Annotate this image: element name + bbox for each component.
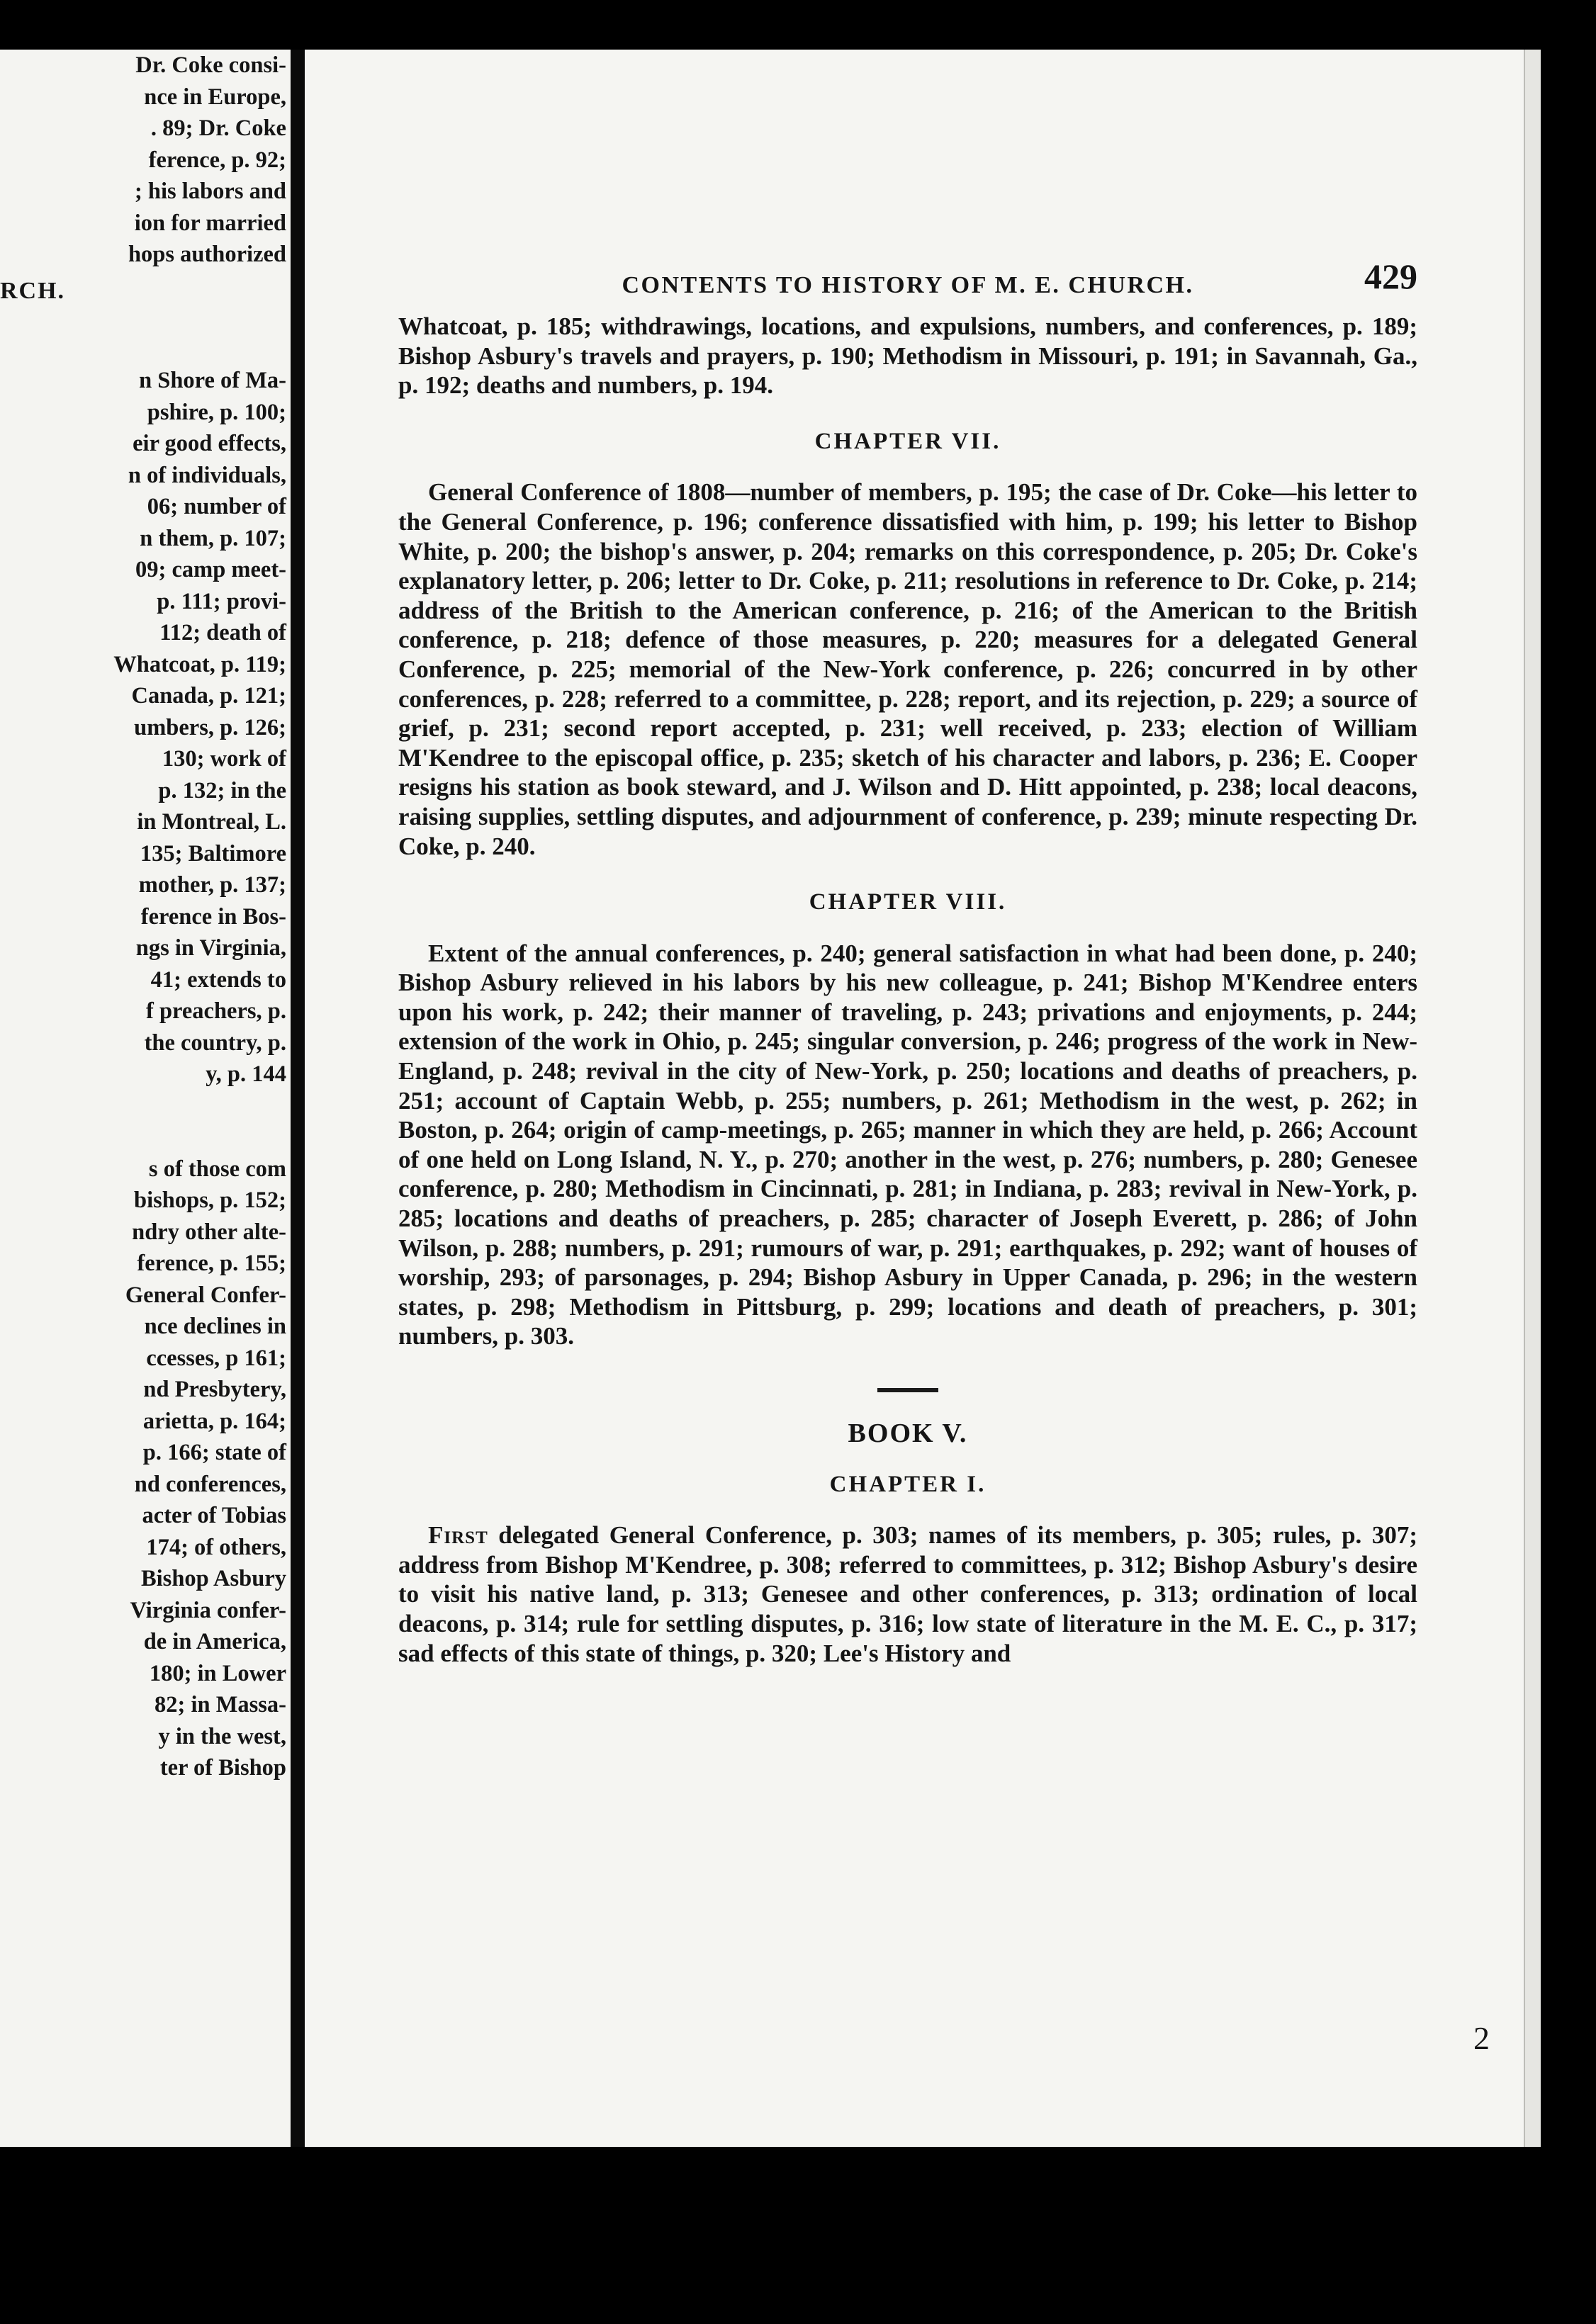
left-page-line: n them, p. 107; bbox=[140, 525, 286, 551]
left-page-line: y in the west, bbox=[158, 1723, 286, 1749]
left-page-line: Canada, p. 121; bbox=[131, 683, 286, 709]
left-page-line: arietta, p. 164; bbox=[142, 1408, 286, 1434]
left-page-line: 180; in Lower bbox=[149, 1660, 286, 1686]
left-page-line: ference in Bos- bbox=[140, 903, 286, 930]
left-page-line: nce declines in bbox=[144, 1314, 286, 1339]
left-page-line: ference, p. 155; bbox=[137, 1251, 286, 1276]
left-page-line: 41; extends to bbox=[150, 966, 286, 993]
left-page-line: Virginia confer- bbox=[130, 1597, 286, 1623]
left-page-line: s of those com bbox=[148, 1156, 286, 1182]
section-divider-rule bbox=[877, 1388, 938, 1392]
page-edge bbox=[1524, 50, 1541, 2147]
left-page-line: nd Presbytery, bbox=[143, 1377, 286, 1402]
left-page-line: mother, p. 137; bbox=[138, 872, 286, 898]
left-page-line: 174; of others, bbox=[146, 1534, 286, 1560]
left-page-line: Bishop Asbury bbox=[140, 1566, 286, 1591]
page-number: 429 bbox=[1364, 256, 1417, 296]
left-page-line: bishops, p. 152; bbox=[134, 1188, 286, 1213]
left-page-line: ngs in Virginia, bbox=[135, 935, 286, 961]
left-page-line: ference, p. 92; bbox=[148, 147, 286, 173]
running-head bbox=[398, 256, 1417, 312]
book-gutter bbox=[291, 50, 305, 2147]
left-page-line: p. 132; in the bbox=[158, 777, 286, 803]
left-page-line: Dr. Coke consi- bbox=[135, 52, 286, 78]
left-page-line: 06; number of bbox=[147, 494, 286, 519]
left-page-line: f preachers, p. bbox=[146, 998, 286, 1024]
left-page-line: . 89; Dr. Coke bbox=[150, 115, 286, 141]
left-page-line: nd conferences, bbox=[134, 1471, 286, 1497]
left-page-line bbox=[3, 271, 286, 303]
left-page-line: umbers, p. 126; bbox=[134, 714, 286, 740]
left-page-line: p. 111; provi- bbox=[157, 588, 286, 614]
right-page bbox=[305, 50, 1524, 2147]
left-page-line: p. 166; state of bbox=[142, 1440, 286, 1465]
left-page-line: in Montreal, L. bbox=[137, 809, 286, 835]
left-page-line bbox=[3, 334, 286, 366]
left-page-line: General Confer- bbox=[125, 1282, 286, 1308]
chapter-7-contents: General Conference of 1808—number of members, p. 195; the case of Dr. Coke—his letter to the General Conference, p. 196; conference dissatisfied with him, p. 199; his letter to Bishop White, p. 200; the bishop's answer, p. 204; remarks on this correspondence, p. 205; Dr. Coke's explanatory letter, p. 206; letter to Dr. Coke, p. 211; resolutions in reference to Dr. Coke, p. 214; address of the British to the American conference, p. 216; of the American to the British conference, p. 218; defence of those measures, p. 220; measures for a delegated General Conference, p. 225; memorial of the New-York conference, p. 226; concurred in by other conferences, p. 228; referred to a committee, p. 228; report, and its rejection, p. 229; a source of grief, p. 231; second report accepted, p. 231; well received, p. 233; election of William M'Kendree to the episcopal office, p. 235; sketch of his character and labors, p. 236; E. Cooper resigns his station as book steward, and J. Wilson and D. Hitt appointed, p. 238; local deacons, raising supplies, settling disputes, and adjournment of conference, p. 239; minute respecting Dr. Coke, p. 240. bbox=[398, 478, 1417, 860]
book-5-heading: BOOK V. bbox=[848, 1418, 968, 1448]
left-page-line: pshire, p. 100; bbox=[147, 399, 286, 425]
book-5-chapter-1-text: delegated General Conference, p. 303; names of its members, p. 305; rules, p. 307; address from Bishop M'Kendree, p. 308; referred to committees, p. 312; Bishop Asbury's desire to visit his native land, p. 313; Genesee and other conferences, p. 313; ordination of local deacons, p. 314; rule for settling disputes, p. 316; low state of literature in the M. E. C., p. 317; sad effects of this state of things, p. 320; Lee's History and bbox=[398, 1521, 1417, 1667]
book-5-chapter-1-contents bbox=[398, 1521, 1417, 1668]
left-page-line: ; his labors and bbox=[134, 179, 286, 204]
left-page-line: ter of Bishop bbox=[159, 1755, 286, 1781]
left-page-line: 82; in Massa- bbox=[154, 1692, 286, 1717]
left-page-line: n Shore of Ma- bbox=[139, 368, 286, 393]
left-page-line: y, p. 144 bbox=[206, 1061, 286, 1087]
left-page-line: 130; work of bbox=[162, 746, 286, 772]
left-page-line: de in America, bbox=[143, 1629, 286, 1654]
continuation-paragraph: Whatcoat, p. 185; withdrawings, locations, and expulsions, numbers, and conferences, p. 189; Bishop Asbury's travels and prayers, p. 190; Methodism in Missouri, p. 191; in Savannah, Ga., p. 192; deaths and numbers, p. 194. bbox=[398, 312, 1417, 400]
left-running-head: RCH. bbox=[0, 278, 66, 304]
chapter-8-heading: CHAPTER VIII. bbox=[809, 889, 1007, 915]
left-page-line: nce in Europe, bbox=[144, 84, 286, 110]
left-page-line: n of individuals, bbox=[128, 462, 286, 488]
left-page-line: 135; Baltimore bbox=[140, 840, 286, 867]
left-page-line: ion for married bbox=[134, 210, 286, 236]
left-page-line: 09; camp meet- bbox=[135, 557, 286, 582]
left-page-line: 112; death of bbox=[159, 620, 286, 645]
left-page-line: ccesses, p 161; bbox=[146, 1345, 286, 1371]
left-page-line: ndry other alte- bbox=[132, 1219, 286, 1245]
left-page-line: eir good effects, bbox=[133, 431, 286, 456]
left-page-line bbox=[3, 1122, 286, 1153]
left-page-lines bbox=[3, 50, 286, 1784]
signature-mark: 2 bbox=[1473, 2020, 1490, 2056]
left-page-line: acter of Tobias bbox=[142, 1503, 286, 1528]
left-page-line bbox=[3, 1090, 286, 1122]
left-page-line: the country, p. bbox=[144, 1030, 286, 1056]
book-5-chapter-1-heading: CHAPTER I. bbox=[829, 1471, 987, 1497]
first-word-small-caps: First bbox=[428, 1521, 488, 1550]
left-page-line: hops authorized bbox=[128, 242, 286, 267]
chapter-8-contents: Extent of the annual conferences, p. 240; general satisfaction in what had been done, p. 240; Bishop Asbury relieved in his labors by his new colleague, p. 241; Bishop M'Kendree enters upon his work, p. 242; their manner of traveling, p. 243; privations and enjoyments, p. 244; extension of the work in Ohio, p. 245; singular conversion, p. 246; progress of the work in New-England, p. 248; revival in the city of New-York, p. 250; locations and deaths of preachers, p. 251; account of Captain Webb, p. 255; numbers, p. 261; Methodism in the west, p. 262; in Boston, p. 264; origin of camp-meetings, p. 265; manner in which they are held, p. 266; Account of one held on Long Island, N. Y., p. 270; another in the west, p. 276; numbers, p. 280; Genesee conference, p. 280; Methodism in Cincinnati, p. 281; in Indiana, p. 283; revival in New-York, p. 285; locations and deaths of preachers, p. 285; character of Joseph Everett, p. 286; of John Wilson, p. 288; numbers, p. 291; rumours of war, p. 291; earthquakes, p. 292; want of houses of worship, 293; of parsonages, p. 294; Bishop Asbury in Upper Canada, p. 296; in the western states, p. 298; Methodism in Pittsburg, p. 299; locations and death of preachers, p. 301; numbers, p. 303. bbox=[398, 939, 1417, 1350]
page-content bbox=[398, 256, 1417, 1668]
chapter-7-heading: CHAPTER VII. bbox=[814, 428, 1001, 454]
left-page bbox=[0, 50, 291, 2147]
left-page-line: Whatcoat, p. 119; bbox=[113, 651, 286, 677]
left-page-line bbox=[3, 302, 286, 334]
running-head-title: CONTENTS TO HISTORY OF M. E. CHURCH. bbox=[622, 272, 1194, 298]
